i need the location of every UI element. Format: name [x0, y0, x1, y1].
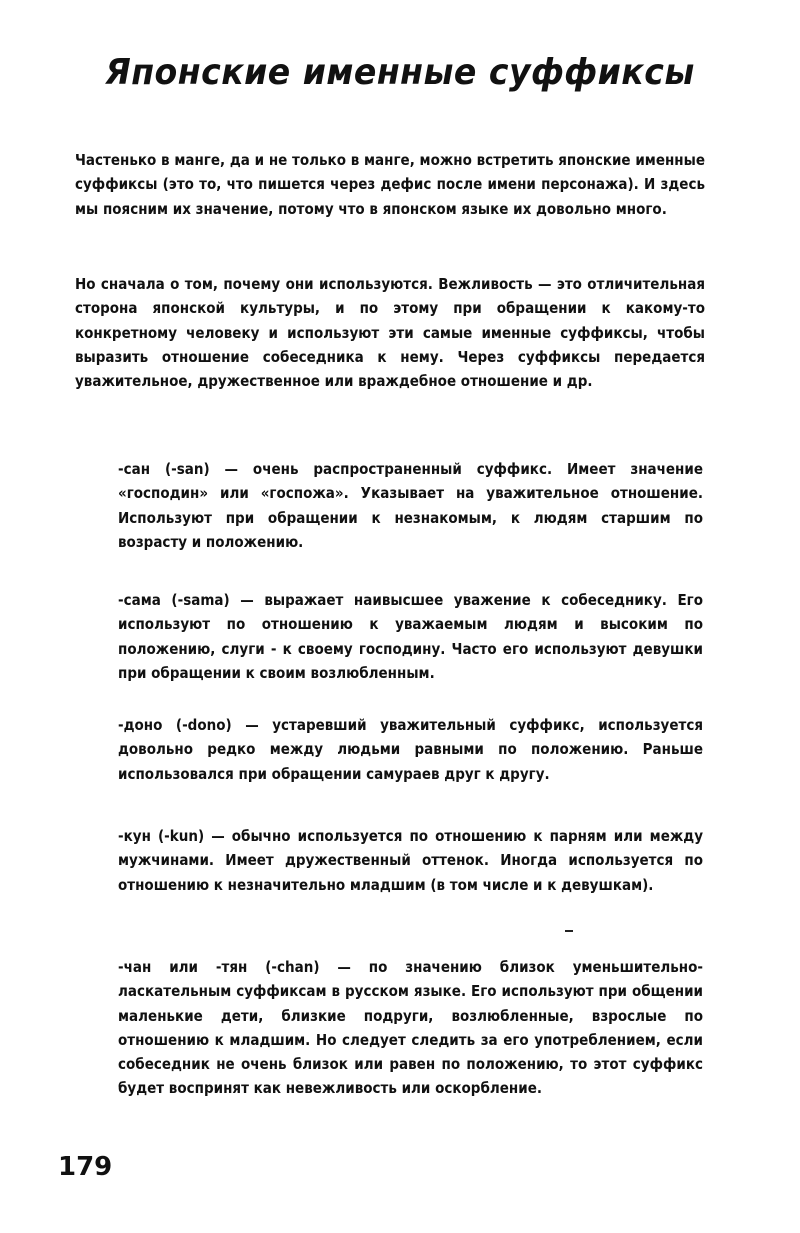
scan-speck — [565, 930, 573, 932]
intro-paragraph: Но сначала о том, почему они используются. Вежливость — это отличительная сторона японской культуры, и по этому при обращении к какому-то конкретному человеку и используют эти самые именные суффиксы, чтобы выразить отношение собеседника к нему. Через суффиксы передается уважительное, дружественное или враждебное отношение и др. — [75, 275, 705, 391]
page-number: 179 — [58, 1152, 113, 1182]
suffix-kun-entry: -кун (-kun) — обычно используется по отношению к парням или между мужчинами. Имеет дружественный оттенок. Иногда используется по отношению к незначительно младшим (в том числе и к девушкам). — [118, 827, 703, 894]
intro-paragraph: Частенько в манге, да и не только в манге, можно встретить японские именные суффиксы (это то, что пишется через дефис после имени персонажа). И здесь мы поясним их значение, потому что в японском языке их довольно много. — [75, 151, 705, 218]
suffix-chan-entry: -чан или -тян (-chan) — по значению близок уменьшительно-ласкательным суффиксам в русском языке. Его используют при общении маленькие дети, близкие подруги, возлюбленные, взрослые по отношению к младшим. Но следует следить за его употреблением, если собеседник не очень близок или равен по положению, то этот суффикс будет воспринят как невежливость или оскорбление. — [118, 958, 703, 1098]
suffix-sama-entry: -сама (-sama) — выражает наивысшее уважение к собеседнику. Его используют по отношению к уважаемым людям и высоким по положению, слуги - к своему господину. Часто его используют девушки при обращении к своим возлюбленным. — [118, 591, 703, 682]
page-title: Японские именные суффиксы — [105, 52, 695, 93]
suffix-dono-entry: -доно (-dono) — устаревший уважительный суффикс, используется довольно редко между людьми равными по положению. Раньше использовался при обращении самураев друг к другу. — [118, 716, 703, 783]
suffix-san-entry: -сан (-san) — очень распространенный суффикс. Имеет значение «господин» или «госпожа». Указывает на уважительное отношение. Используют при обращении к незнакомым, к людям старшим по возрасту и положению. — [118, 460, 703, 551]
